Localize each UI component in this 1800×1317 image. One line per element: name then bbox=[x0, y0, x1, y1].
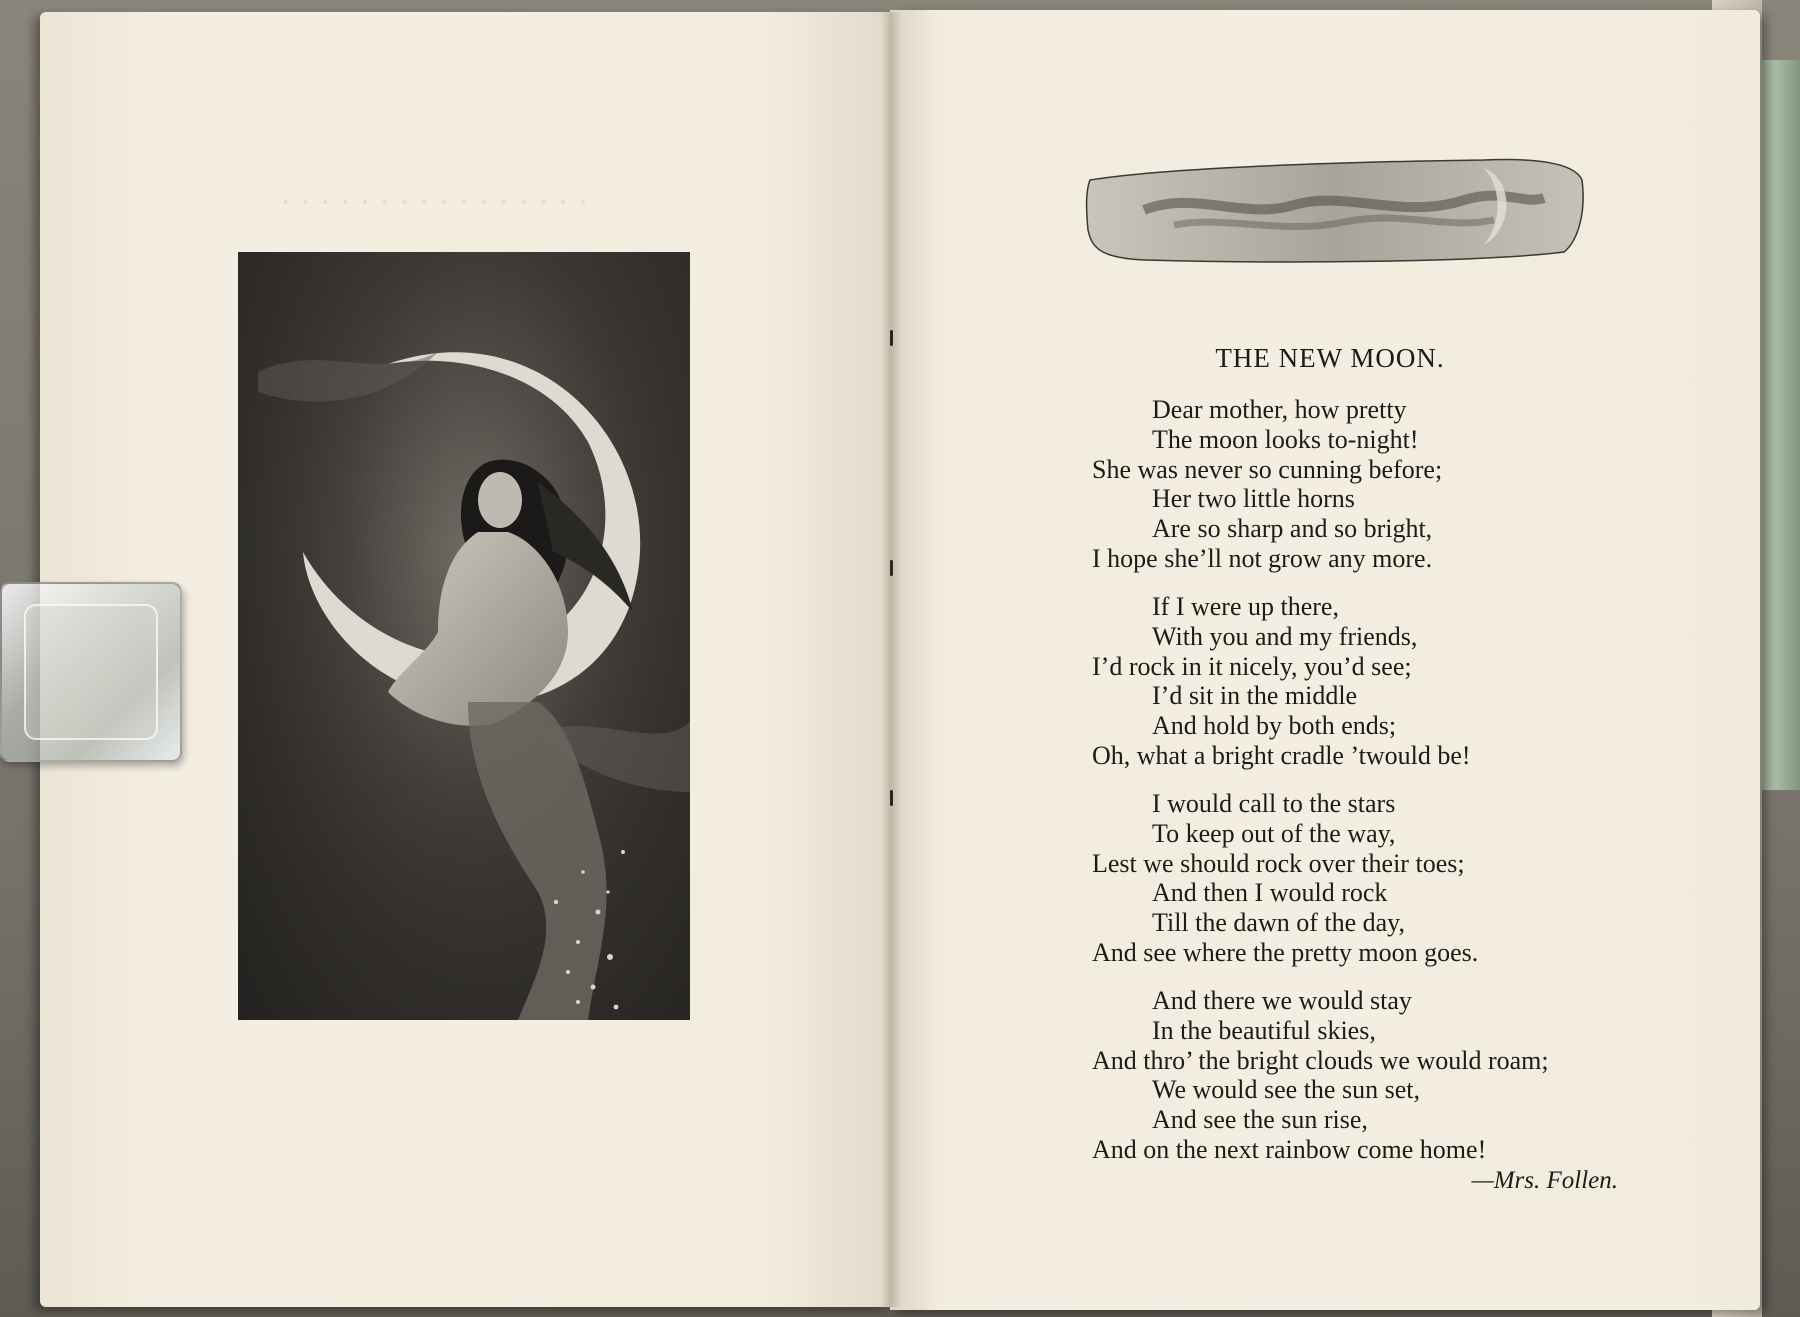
poem-line: Lest we should rock over their toes; bbox=[1092, 848, 1465, 878]
stanza-4 bbox=[1092, 986, 1712, 1165]
poem-line: I hope she’ll not grow any more. bbox=[1092, 543, 1433, 573]
moon-lady-illustration bbox=[238, 252, 690, 1020]
poem-line: To keep out of the way, bbox=[1152, 818, 1396, 848]
poem-line: And there we would stay bbox=[1152, 986, 1412, 1015]
poem-line: And hold by both ends; bbox=[1152, 711, 1397, 741]
stanza-2 bbox=[1092, 592, 1712, 771]
author-attribution: —Mrs. Follen. bbox=[1471, 1167, 1618, 1194]
poem-line: I would call to the stars bbox=[1152, 789, 1396, 818]
poem-line: And thro’ the bright clouds we would roam; bbox=[1092, 1045, 1549, 1075]
stanza-1 bbox=[1092, 395, 1712, 574]
poem-line: I’d rock in it nicely, you’d see; bbox=[1092, 651, 1412, 681]
poem-line: Till the dawn of the day, bbox=[1152, 908, 1405, 938]
poem-line: The moon looks to-night! bbox=[1152, 424, 1419, 454]
left-page: · · · · · · · · · · · · · · · · bbox=[40, 12, 890, 1307]
poem-line: And then I would rock bbox=[1152, 878, 1388, 908]
poem-line: Oh, what a bright cradle ’twould be! bbox=[1092, 740, 1471, 770]
binding-stitch bbox=[890, 790, 893, 806]
poem-line: And see where the pretty moon goes. bbox=[1092, 937, 1479, 967]
poem-line: In the beautiful skies, bbox=[1152, 1015, 1376, 1045]
poem-line: Are so sharp and so bright, bbox=[1152, 514, 1433, 544]
poem-line: And on the next rainbow come home! bbox=[1092, 1134, 1487, 1164]
poem-line: I’d sit in the middle bbox=[1152, 681, 1358, 711]
poem-line: If I were up there, bbox=[1152, 592, 1339, 621]
glass-paperweight bbox=[0, 582, 182, 762]
poem-line: With you and my friends, bbox=[1152, 621, 1418, 651]
cloud-moon-header-engraving bbox=[1084, 150, 1586, 270]
binding-stitch bbox=[890, 330, 893, 346]
binding-stitch bbox=[890, 560, 893, 576]
book-gutter bbox=[880, 12, 902, 1307]
poem-line: Her two little horns bbox=[1152, 484, 1355, 514]
poem-line: We would see the sun set, bbox=[1152, 1075, 1420, 1105]
poem-line: And see the sun rise, bbox=[1152, 1105, 1368, 1135]
poem-line: Dear mother, how pretty bbox=[1152, 395, 1407, 424]
poem-line: She was never so cunning before; bbox=[1092, 454, 1443, 484]
poem-title: THE NEW MOON. bbox=[1215, 343, 1445, 373]
stanza-3 bbox=[1092, 789, 1712, 968]
